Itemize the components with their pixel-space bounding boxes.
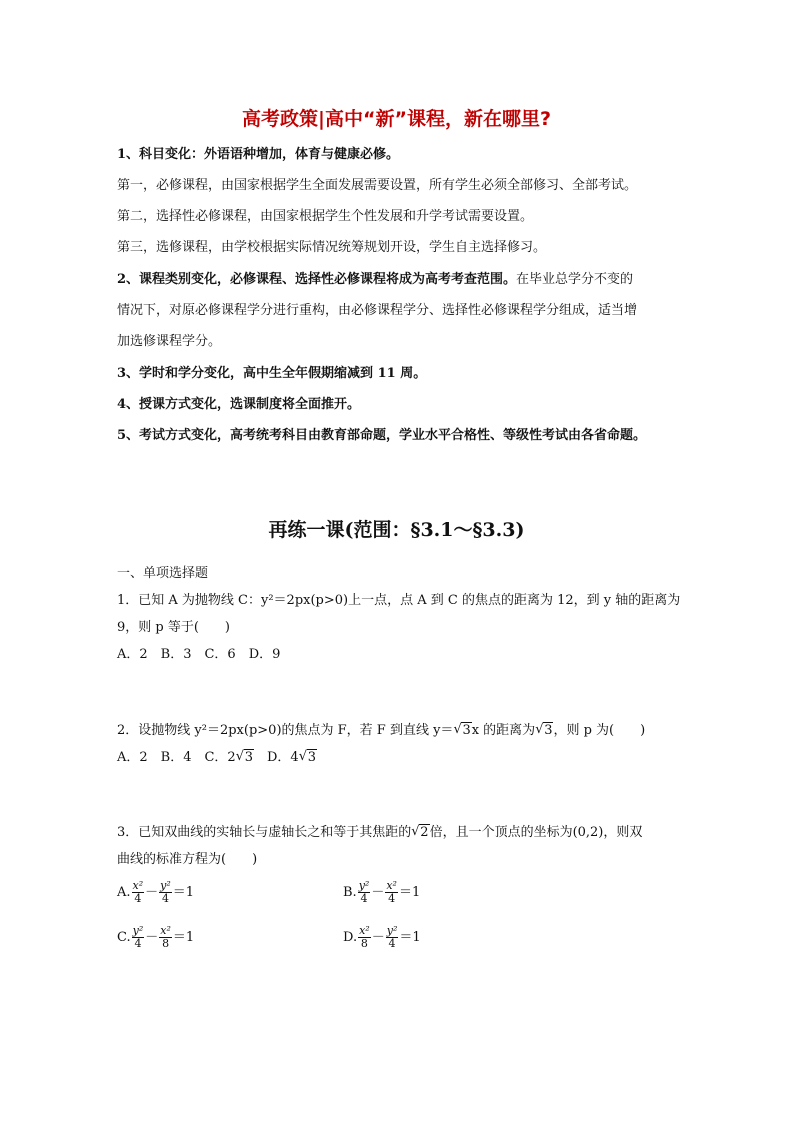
q3-text-c: 倍，且一个顶点的坐标为(0,2)，则双 bbox=[429, 825, 643, 840]
q2-text-c: x 的距离为 bbox=[471, 723, 536, 738]
numerator: x² bbox=[160, 924, 171, 937]
policy-item-3: 3、学时和学分变化，高中生全年假期缩减到 11 周。 bbox=[117, 366, 427, 381]
sqrt-symbol bbox=[453, 723, 471, 739]
equation-tail: ＝1 bbox=[172, 930, 195, 945]
option-label: C. bbox=[117, 930, 131, 945]
sqrt-radicand: 3 bbox=[544, 723, 553, 738]
numerator: y² bbox=[386, 924, 398, 937]
fraction bbox=[132, 925, 145, 950]
numerator: y² bbox=[358, 879, 370, 892]
equation-tail: ＝1 bbox=[172, 885, 195, 900]
option-label: A. bbox=[117, 885, 131, 900]
numerator: x² bbox=[132, 879, 144, 892]
denominator: 8 bbox=[360, 937, 368, 950]
denominator: 4 bbox=[134, 892, 142, 905]
fraction bbox=[386, 925, 399, 950]
numerator: x² bbox=[359, 924, 370, 937]
question-1-line-2: 9，则 p 等于( ) bbox=[117, 620, 231, 635]
question-3-line-2: 曲线的标准方程为( ) bbox=[117, 852, 258, 867]
policy-item-2-heading: 2、课程类别变化，必修课程、选择性必修课程将成为高考考查范围。 bbox=[117, 272, 517, 287]
sqrt-radicand: 3 bbox=[307, 750, 316, 765]
section-heading: 一、单项选择题 bbox=[117, 566, 209, 581]
policy-item-2 bbox=[117, 272, 633, 288]
policy-item-1a: 第一，必修课程，由国家根据学生全面发展需要设置，所有学生必须全部修习、全部考试。 bbox=[117, 178, 638, 193]
exercise-title: 再练一课(范围：§3.1～§3.3) bbox=[268, 519, 525, 541]
equation-tail: ＝1 bbox=[399, 930, 421, 945]
policy-item-2-cont2: 加选修课程学分。 bbox=[117, 334, 222, 349]
denominator: 4 bbox=[388, 937, 396, 950]
option-label: D. bbox=[343, 930, 358, 945]
sqrt-radicand: 3 bbox=[244, 750, 253, 765]
option-b: B. $\frac{\text{y²}}{4}$ － $\frac{\text{x²}}{4}$ ＝1 bbox=[343, 879, 421, 905]
fraction bbox=[385, 880, 398, 905]
numerator: x² bbox=[386, 879, 397, 892]
q2-text-a: 2．设抛物线 y²＝2px(p>0)的焦点为 F，若 F 到直线 y＝ bbox=[117, 723, 454, 738]
numerator: y² bbox=[160, 879, 171, 892]
denominator: 4 bbox=[161, 892, 169, 905]
q3-text-a: 3．已知双曲线的实轴长与虚轴长之和等于其焦距的 bbox=[117, 825, 412, 840]
fraction bbox=[159, 880, 172, 905]
q2-text-e: ，则 p 为( ) bbox=[553, 723, 646, 738]
question-2-line-1 bbox=[117, 723, 645, 739]
fraction bbox=[132, 880, 145, 905]
fraction bbox=[159, 925, 172, 950]
fraction bbox=[358, 925, 371, 950]
sqrt-radicand: 3 bbox=[462, 723, 471, 738]
policy-item-2-cont: 情况下，对原必修课程学分进行重构，由必修课程学分、选择性必修课程学分组成，适当增 bbox=[117, 303, 638, 318]
policy-item-1c: 第三，选修课程，由学校根据实际情况统筹规划开设，学生自主选择修习。 bbox=[117, 240, 547, 255]
policy-item-1b: 第二，选择性必修课程，由国家根据学生个性发展和升学考试需要设置。 bbox=[117, 209, 534, 224]
sqrt-symbol bbox=[299, 750, 317, 766]
sqrt-radicand: 2 bbox=[420, 825, 429, 840]
numerator: y² bbox=[132, 924, 144, 937]
denominator: 8 bbox=[162, 937, 170, 950]
question-3-line-1 bbox=[117, 825, 642, 841]
denominator: 4 bbox=[388, 892, 396, 905]
denominator: 4 bbox=[134, 937, 142, 950]
sqrt-symbol bbox=[535, 723, 553, 739]
sqrt-symbol bbox=[411, 825, 429, 841]
policy-item-4: 4、授课方式变化，选课制度将全面推开。 bbox=[117, 397, 361, 412]
question-2-options bbox=[117, 750, 317, 766]
option-a: A. $\frac{\text{x²}}{4}$ － $\frac{\text{y²}}{4}$ ＝1 bbox=[117, 879, 195, 905]
policy-item-2-text: 在毕业总学分不变的 bbox=[516, 272, 634, 287]
q2-opt-a: A．2 B．4 C．2 bbox=[117, 750, 236, 765]
policy-item-5: 5、考试方式变化，高考统考科目由教育部命题，学业水平合格性、等级性考试由各省命题。 bbox=[117, 428, 647, 443]
equation-tail: ＝1 bbox=[398, 885, 421, 900]
policy-item-1: 1、科目变化：外语语种增加，体育与健康必修。 bbox=[117, 147, 400, 162]
question-1-line-1: 1．已知 A 为抛物线 C：y²＝2px(p>0)上一点，点 A 到 C 的焦点的距离为 12，到 y 轴的距离为 bbox=[117, 593, 681, 608]
fraction bbox=[358, 880, 371, 905]
sqrt-symbol bbox=[236, 750, 254, 766]
option-label: B. bbox=[343, 885, 357, 900]
question-1-options: A．2 B．3 C．6 D．9 bbox=[117, 647, 281, 662]
denominator: 4 bbox=[360, 892, 368, 905]
option-c: C. $\frac{\text{y²}}{4}$ － $\frac{\text{x²}}{8}$ ＝1 bbox=[117, 924, 195, 950]
option-d: D. $\frac{\text{x²}}{8}$ － $\frac{\text{y²}}{4}$ ＝1 bbox=[343, 924, 421, 950]
q2-opt-c: D．4 bbox=[253, 750, 299, 765]
article-title: 高考政策|高中“新”课程，新在哪里? bbox=[242, 108, 551, 130]
